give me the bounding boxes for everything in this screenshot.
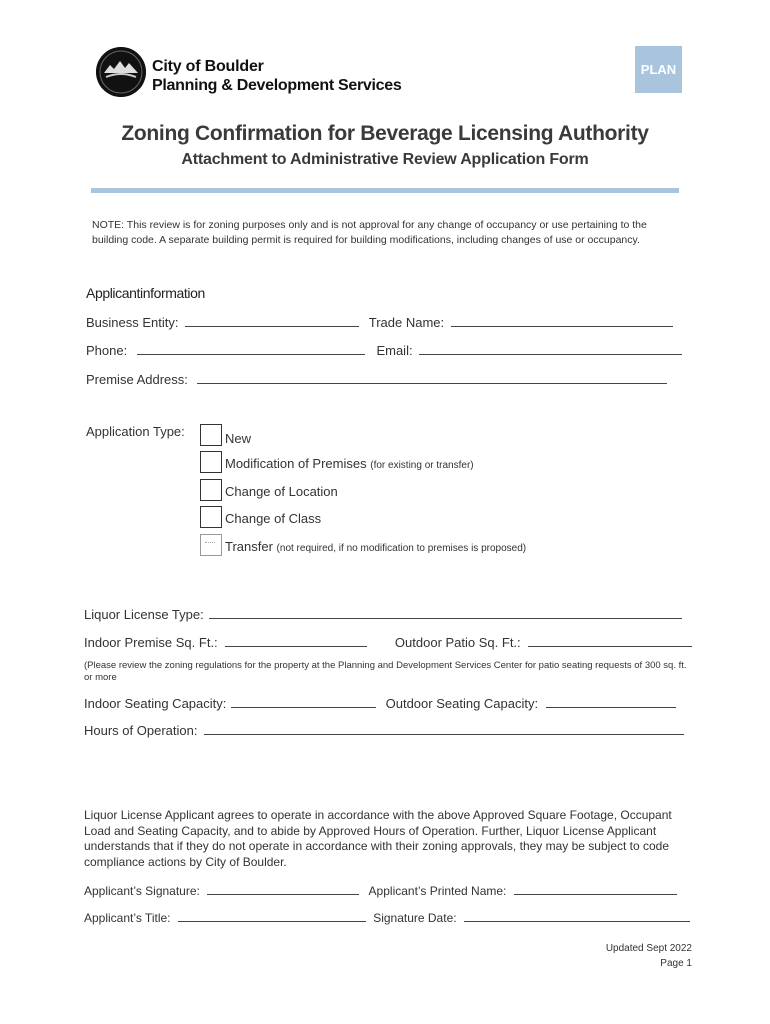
phone-field[interactable]: [137, 342, 365, 355]
org-name-line2: Planning & Development Services: [152, 77, 402, 94]
transfer-checkbox[interactable]: [200, 534, 222, 556]
updated-date: Updated Sept 2022: [605, 943, 692, 954]
hours-field[interactable]: [204, 722, 684, 735]
business-entity-field[interactable]: [185, 314, 359, 327]
seating-capacity-row: [84, 695, 676, 711]
applicant-info-heading: Applicantinformation: [86, 285, 205, 301]
transfer-label: [225, 539, 526, 554]
hours-label: Hours of Operation:: [84, 723, 198, 738]
outdoor-sqft-field[interactable]: [528, 634, 692, 647]
new-label: New: [225, 431, 252, 446]
printed-name-field[interactable]: [514, 882, 677, 895]
phone-row: [86, 342, 682, 358]
hours-row: [84, 722, 684, 738]
signature-label: Applicant’s Signature:: [84, 884, 200, 898]
transfer-note: (not required, if no modification to premises is proposed): [276, 543, 527, 554]
sqft-row: [84, 634, 692, 650]
title-label: Applicant’s Title:: [84, 911, 171, 925]
patio-review-note: (Please review the zoning regulations for the property at the Planning and Development Services Center for patio seating requests of 300 sq. ft. or more: [84, 660, 687, 683]
outdoor-sqft-label: Outdoor Patio Sq. Ft.:: [394, 635, 521, 650]
signature-row: [84, 882, 677, 898]
liquor-license-type-row: [84, 606, 682, 622]
transfer-text: Transfer: [225, 539, 273, 554]
premise-address-field[interactable]: [197, 371, 667, 384]
trade-name-label: Trade Name:: [368, 315, 445, 330]
application-type-label: Application Type:: [86, 424, 185, 439]
change-class-label: Change of Class: [225, 511, 322, 526]
business-entity-label: Business Entity:: [86, 315, 179, 330]
change-location-checkbox[interactable]: [200, 479, 222, 501]
page-number: Page 1: [660, 958, 692, 969]
indoor-sqft-field[interactable]: [225, 634, 367, 647]
email-label: Email:: [376, 343, 413, 358]
liquor-license-type-label: Liquor License Type:: [84, 607, 204, 622]
org-name-line1: City of Boulder: [152, 58, 264, 75]
signature-date-field[interactable]: [464, 909, 690, 922]
outdoor-capacity-label: Outdoor Seating Capacity:: [385, 696, 539, 711]
agreement-text: Liquor License Applicant agrees to operate in accordance with the above Approved Square Footage, Occupant Load and Seating Capacity, and to abide by Approved Hours of Operation. Further, Liquor License Applicant understands that if they do not operate in accordance with their zoning approvals, they may be subject to code compliance actions by City of Boulder.: [84, 808, 672, 869]
document-title: Zoning Confirmation for Beverage Licensing Authority: [121, 122, 649, 145]
premise-address-label: Premise Address:: [86, 372, 188, 387]
modification-note: (for existing or transfer): [370, 460, 474, 471]
org-name: [152, 57, 401, 95]
change-location-label: Change of Location: [225, 484, 338, 499]
document-subtitle: Attachment to Administrative Review Application Form: [181, 151, 589, 168]
title-divider: [91, 188, 679, 193]
change-class-checkbox[interactable]: [200, 506, 222, 528]
title-date-row: [84, 909, 690, 925]
trade-name-field[interactable]: [451, 314, 673, 327]
business-entity-row: [86, 314, 673, 330]
title-field[interactable]: [178, 909, 366, 922]
indoor-sqft-label: Indoor Premise Sq. Ft.:: [84, 635, 218, 650]
new-checkbox[interactable]: [200, 424, 222, 446]
outdoor-capacity-field[interactable]: [546, 695, 676, 708]
indoor-capacity-label: Indoor Seating Capacity:: [84, 696, 227, 711]
indoor-capacity-field[interactable]: [231, 695, 376, 708]
signature-field[interactable]: [207, 882, 359, 895]
modification-label: [225, 456, 474, 471]
signature-date-label: Signature Date:: [373, 911, 457, 925]
plan-badge: PLAN: [635, 46, 682, 93]
city-seal-logo: [96, 47, 146, 97]
email-field[interactable]: [419, 342, 682, 355]
liquor-license-type-field[interactable]: [209, 606, 682, 619]
premise-address-row: [86, 371, 667, 387]
modification-checkbox[interactable]: [200, 451, 222, 473]
printed-name-label: Applicant’s Printed Name:: [368, 884, 507, 898]
phone-label: Phone:: [86, 343, 128, 358]
page-footer: [606, 941, 692, 971]
zoning-note: NOTE: This review is for zoning purposes only and is not approval for any change of occupancy or use pertaining to the building code. A separate building permit is required for building modifications, including changes of use or occupancy.: [92, 219, 647, 246]
modification-text: Modification of Premises: [225, 456, 367, 471]
